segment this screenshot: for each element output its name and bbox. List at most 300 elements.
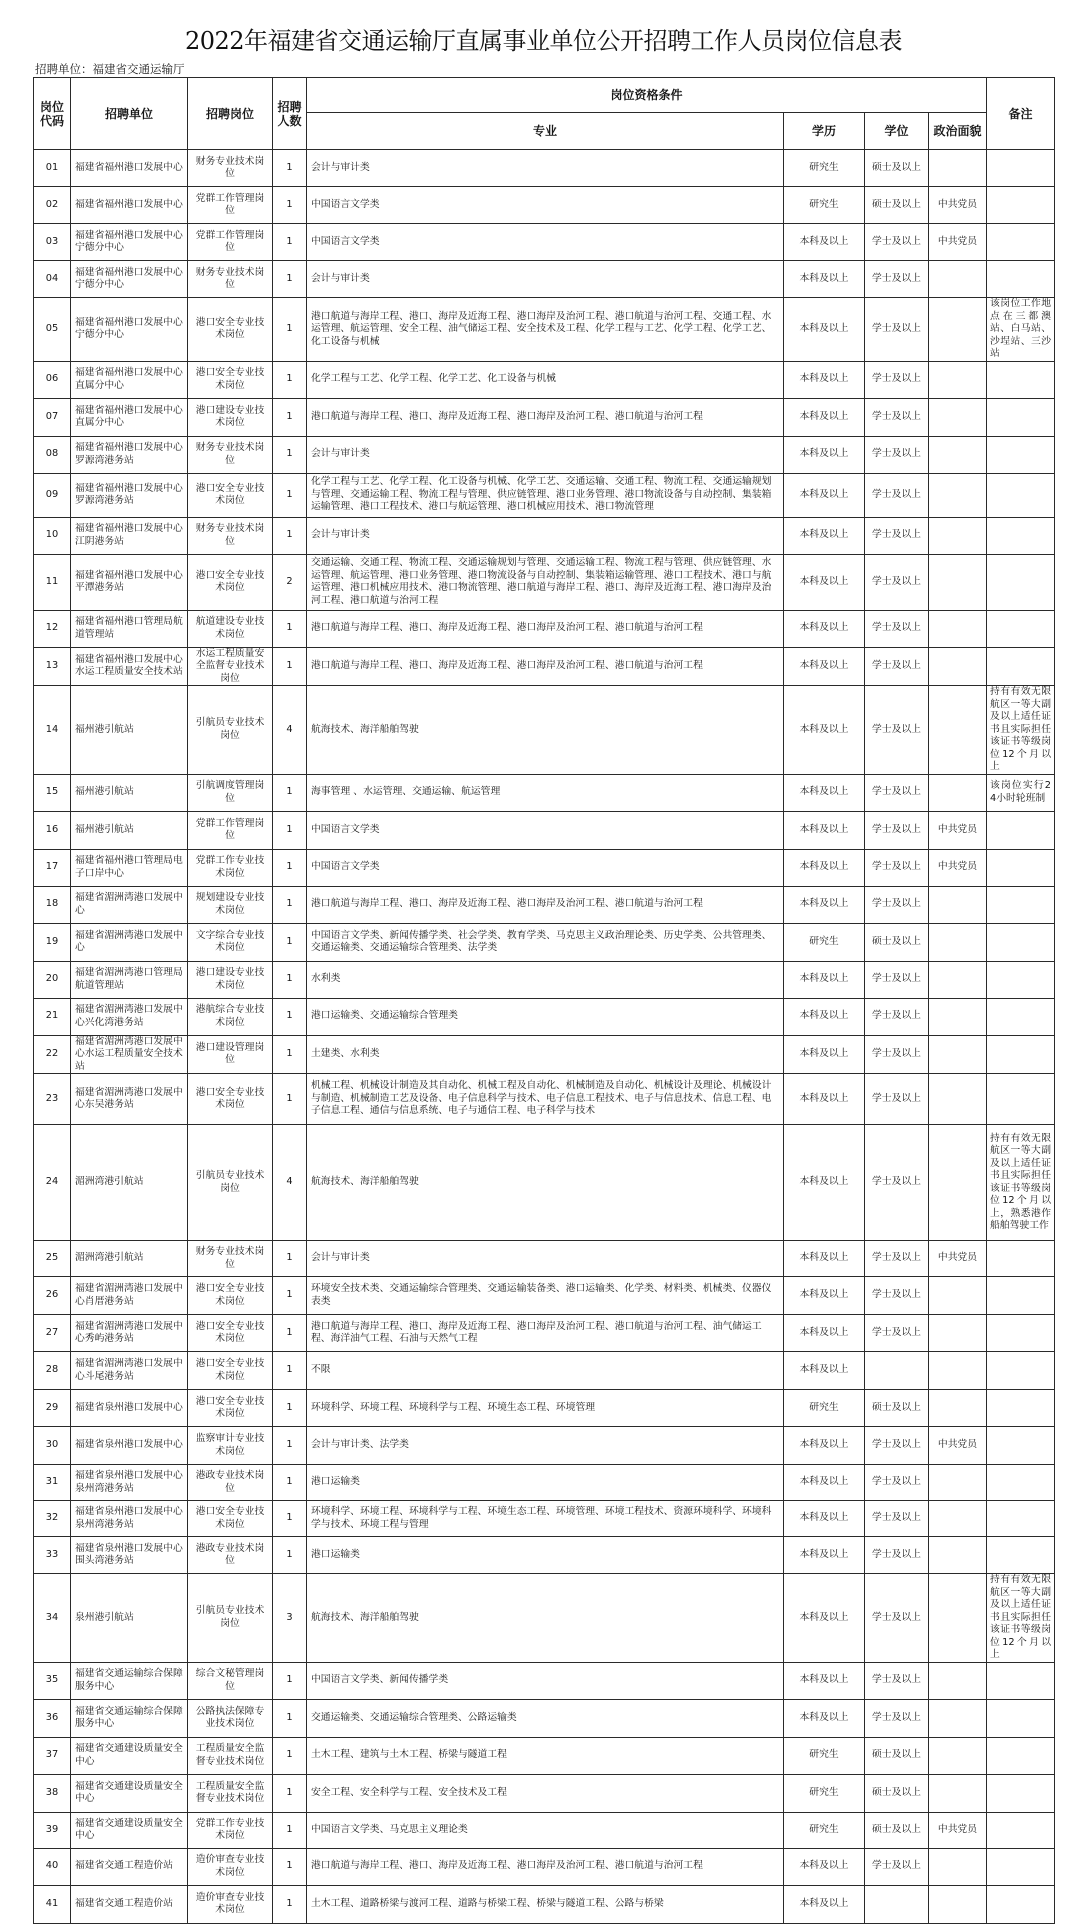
cell-major: 航海技术、海洋船舶驾驶 [307, 1574, 784, 1663]
cell-notes [987, 811, 1055, 849]
header-education: 学历 [784, 113, 865, 150]
cell-position-code: 09 [34, 473, 71, 517]
cell-position-code: 08 [34, 436, 71, 473]
cell-notes [987, 473, 1055, 517]
cell-education: 本科及以上 [784, 554, 865, 610]
cell-notes [987, 849, 1055, 886]
cell-political-status [929, 1501, 987, 1537]
cell-recruiting-unit: 福建省福州港口发展中心直属分中心 [71, 361, 188, 398]
cell-recruiting-unit: 福建省湄洲湾港口发展中心 [71, 886, 188, 923]
cell-position-code: 12 [34, 610, 71, 647]
cell-recruiting-unit: 福建省湄洲湾港口发展中心秀屿港务站 [71, 1315, 188, 1352]
cell-position-code: 04 [34, 261, 71, 298]
cell-recruiting-unit: 福建省泉州港口发展中心围头湾港务站 [71, 1537, 188, 1574]
cell-recruiting-unit: 福建省交通工程造价站 [71, 1885, 188, 1923]
cell-notes [987, 436, 1055, 473]
table-row [34, 554, 1055, 610]
cell-degree: 学士及以上 [865, 1315, 929, 1352]
cell-position-name: 党群工作管理岗位 [188, 187, 273, 224]
table-row [34, 1277, 1055, 1315]
cell-position-code: 18 [34, 886, 71, 923]
cell-education: 研究生 [784, 1737, 865, 1774]
cell-position-code: 28 [34, 1352, 71, 1390]
cell-position-name: 公路执法保障专业技术岗位 [188, 1699, 273, 1737]
cell-position-name: 港口安全专业技术岗位 [188, 1501, 273, 1537]
cell-notes [987, 1662, 1055, 1699]
cell-recruiting-unit: 福建省泉州港口发展中心泉州湾港务站 [71, 1501, 188, 1537]
cell-position-code: 31 [34, 1465, 71, 1501]
cell-political-status: 中共党员 [929, 1427, 987, 1465]
cell-major: 化学工程与工艺、化学工程、化工设备与机械、化学工艺、交通运输、交通工程、物流工程、交通运输规划与管理、交通运输工程、物流工程与管理、供应链管理、港口业务管理、港口物流设备与自动控制、集装箱运输管理、港口工程技术、港口与航运管理、港口机械应用技术、港口物流管理 [307, 473, 784, 517]
cell-degree: 学士及以上 [865, 473, 929, 517]
cell-headcount: 1 [273, 1501, 307, 1537]
cell-notes [987, 187, 1055, 224]
cell-recruiting-unit: 泉州港引航站 [71, 1574, 188, 1663]
cell-headcount: 2 [273, 554, 307, 610]
cell-position-code: 05 [34, 298, 71, 362]
table-row [34, 1848, 1055, 1885]
header-qualifications: 岗位资格条件 [307, 78, 987, 113]
cell-political-status [929, 473, 987, 517]
cell-political-status [929, 298, 987, 362]
cell-recruiting-unit: 福建省福州港口发展中心 [71, 187, 188, 224]
table-row [34, 1125, 1055, 1241]
cell-major: 港口航道与海岸工程、港口、海岸及近海工程、港口海岸及治河工程、港口航道与治河工程 [307, 647, 784, 686]
cell-headcount: 1 [273, 1390, 307, 1427]
cell-notes [987, 1277, 1055, 1315]
table-row [34, 1241, 1055, 1277]
cell-notes [987, 1501, 1055, 1537]
table-row [34, 1774, 1055, 1812]
cell-position-name: 财务专业技术岗位 [188, 150, 273, 187]
cell-notes [987, 517, 1055, 554]
cell-political-status [929, 1662, 987, 1699]
cell-education: 研究生 [784, 150, 865, 187]
cell-headcount: 4 [273, 686, 307, 775]
cell-education: 本科及以上 [784, 1074, 865, 1125]
cell-degree: 学士及以上 [865, 1662, 929, 1699]
cell-position-code: 36 [34, 1699, 71, 1737]
table-row [34, 1662, 1055, 1699]
table-row [34, 187, 1055, 224]
cell-degree: 学士及以上 [865, 647, 929, 686]
cell-position-name: 工程质量安全监督专业技术岗位 [188, 1774, 273, 1812]
cell-degree: 硕士及以上 [865, 187, 929, 224]
cell-recruiting-unit: 福建省福州港口发展中心罗源湾港务站 [71, 436, 188, 473]
table-row [34, 261, 1055, 298]
cell-notes [987, 998, 1055, 1035]
cell-notes [987, 1537, 1055, 1574]
cell-education: 本科及以上 [784, 886, 865, 923]
cell-position-code: 37 [34, 1737, 71, 1774]
cell-headcount: 1 [273, 473, 307, 517]
cell-degree: 硕士及以上 [865, 150, 929, 187]
cell-headcount: 1 [273, 1427, 307, 1465]
table-row [34, 298, 1055, 362]
cell-headcount: 1 [273, 1885, 307, 1923]
cell-major: 化学工程与工艺、化学工程、化学工艺、化工设备与机械 [307, 361, 784, 398]
cell-major: 港口航道与海岸工程、港口、海岸及近海工程、港口海岸及治河工程、港口航道与治河工程、交通工程、水运管理、航运管理、安全工程、油气储运工程、安全技术及工程、化学工程与工艺、化学工程、化学工艺、化工设备与机械 [307, 298, 784, 362]
cell-education: 研究生 [784, 1390, 865, 1427]
cell-degree: 学士及以上 [865, 774, 929, 811]
cell-recruiting-unit: 福建省湄洲湾港口发展中心东吴港务站 [71, 1074, 188, 1125]
table-row [34, 1074, 1055, 1125]
cell-position-name: 港口建设管理岗位 [188, 1035, 273, 1074]
cell-notes [987, 923, 1055, 961]
cell-position-name: 造价审查专业技术岗位 [188, 1885, 273, 1923]
cell-notes [987, 224, 1055, 261]
cell-position-name: 引航员专业技术岗位 [188, 1574, 273, 1663]
cell-position-name: 监察审计专业技术岗位 [188, 1427, 273, 1465]
cell-notes [987, 1074, 1055, 1125]
cell-recruiting-unit: 福州港引航站 [71, 686, 188, 775]
table-row [34, 1812, 1055, 1848]
cell-notes [987, 554, 1055, 610]
cell-headcount: 1 [273, 647, 307, 686]
cell-political-status [929, 647, 987, 686]
cell-major: 中国语言文学类 [307, 849, 784, 886]
cell-notes: 该岗位工作地点在三都澳站、白马站、沙埕站、三沙站 [987, 298, 1055, 362]
cell-education: 本科及以上 [784, 1885, 865, 1923]
cell-headcount: 1 [273, 811, 307, 849]
cell-major: 交通运输、交通工程、物流工程、交通运输规划与管理、交通运输工程、物流工程与管理、供应链管理、水运管理、航运管理、港口业务管理、港口物流设备与自动控制、集装箱运输管理、港口工程技术、港口与航运管理、港口机械应用技术、港口物流管理、港口航道与海岸工程、港口、海岸及近海工程、港口海岸及治河工程、港口航道与治河工程 [307, 554, 784, 610]
cell-major: 航海技术、海洋船舶驾驶 [307, 1125, 784, 1241]
cell-degree: 学士及以上 [865, 610, 929, 647]
cell-position-code: 07 [34, 398, 71, 436]
cell-position-name: 规划建设专业技术岗位 [188, 886, 273, 923]
cell-headcount: 1 [273, 1848, 307, 1885]
cell-education: 本科及以上 [784, 1125, 865, 1241]
header-degree: 学位 [865, 113, 929, 150]
cell-education: 研究生 [784, 1812, 865, 1848]
cell-education: 本科及以上 [784, 1035, 865, 1074]
cell-major: 土木工程、建筑与土木工程、桥梁与隧道工程 [307, 1737, 784, 1774]
cell-major: 会计与审计类 [307, 436, 784, 473]
cell-position-code: 35 [34, 1662, 71, 1699]
cell-political-status [929, 1074, 987, 1125]
cell-major: 安全工程、安全科学与工程、安全技术及工程 [307, 1774, 784, 1812]
cell-education: 本科及以上 [784, 1352, 865, 1390]
cell-political-status: 中共党员 [929, 849, 987, 886]
cell-recruiting-unit: 福建省福州港口管理局航道管理站 [71, 610, 188, 647]
cell-education: 本科及以上 [784, 361, 865, 398]
cell-notes [987, 1774, 1055, 1812]
cell-notes [987, 261, 1055, 298]
cell-education: 本科及以上 [784, 436, 865, 473]
cell-major: 港口运输类 [307, 1465, 784, 1501]
cell-degree: 硕士及以上 [865, 1390, 929, 1427]
cell-headcount: 1 [273, 1662, 307, 1699]
cell-education: 研究生 [784, 1774, 865, 1812]
cell-position-name: 综合文秘管理岗位 [188, 1662, 273, 1699]
cell-education: 本科及以上 [784, 1277, 865, 1315]
cell-major: 航海技术、海洋船舶驾驶 [307, 686, 784, 775]
cell-degree: 学士及以上 [865, 1537, 929, 1574]
cell-headcount: 1 [273, 261, 307, 298]
cell-headcount: 1 [273, 1465, 307, 1501]
cell-degree: 学士及以上 [865, 998, 929, 1035]
table-row [34, 1352, 1055, 1390]
cell-political-status [929, 923, 987, 961]
cell-recruiting-unit: 福建省湄洲湾港口发展中心肖厝港务站 [71, 1277, 188, 1315]
cell-headcount: 1 [273, 1352, 307, 1390]
cell-political-status [929, 1390, 987, 1427]
cell-headcount: 1 [273, 517, 307, 554]
cell-headcount: 1 [273, 1737, 307, 1774]
table-row [34, 961, 1055, 998]
cell-position-name: 财务专业技术岗位 [188, 517, 273, 554]
cell-position-name: 造价审查专业技术岗位 [188, 1848, 273, 1885]
table-header [34, 78, 1055, 150]
cell-position-code: 27 [34, 1315, 71, 1352]
table-row [34, 886, 1055, 923]
table-row [34, 1035, 1055, 1074]
cell-notes [987, 1737, 1055, 1774]
table-row [34, 811, 1055, 849]
cell-education: 本科及以上 [784, 1699, 865, 1737]
table-row [34, 1465, 1055, 1501]
table-row [34, 1699, 1055, 1737]
cell-political-status [929, 1352, 987, 1390]
cell-notes [987, 1885, 1055, 1923]
cell-position-code: 23 [34, 1074, 71, 1125]
cell-position-code: 13 [34, 647, 71, 686]
cell-notes [987, 961, 1055, 998]
cell-headcount: 1 [273, 1537, 307, 1574]
cell-headcount: 1 [273, 849, 307, 886]
cell-position-code: 10 [34, 517, 71, 554]
header-count: 招聘人数 [273, 78, 307, 150]
cell-political-status [929, 1699, 987, 1737]
cell-position-code: 40 [34, 1848, 71, 1885]
cell-degree: 学士及以上 [865, 361, 929, 398]
cell-recruiting-unit: 福建省交通工程造价站 [71, 1848, 188, 1885]
cell-position-code: 14 [34, 686, 71, 775]
cell-position-name: 财务专业技术岗位 [188, 261, 273, 298]
cell-notes [987, 1848, 1055, 1885]
cell-education: 本科及以上 [784, 224, 865, 261]
cell-position-name: 港政专业技术岗位 [188, 1537, 273, 1574]
cell-political-status [929, 961, 987, 998]
cell-position-code: 38 [34, 1774, 71, 1812]
cell-degree: 学士及以上 [865, 554, 929, 610]
cell-degree [865, 1885, 929, 1923]
cell-major: 港口航道与海岸工程、港口、海岸及近海工程、港口海岸及治河工程、港口航道与治河工程、油气储运工程、海洋油气工程、石油与天然气工程 [307, 1315, 784, 1352]
cell-major: 中国语言文学类、新闻传播学类、社会学类、教育学类、马克思主义政治理论类、历史学类、公共管理类、交通运输类、交通运输综合管理类、法学类 [307, 923, 784, 961]
cell-degree: 学士及以上 [865, 1574, 929, 1663]
table-row [34, 998, 1055, 1035]
cell-degree: 学士及以上 [865, 1074, 929, 1125]
cell-position-name: 财务专业技术岗位 [188, 436, 273, 473]
cell-headcount: 1 [273, 1035, 307, 1074]
table-row [34, 1427, 1055, 1465]
cell-position-name: 引航员专业技术岗位 [188, 686, 273, 775]
cell-recruiting-unit: 福州港引航站 [71, 774, 188, 811]
cell-notes [987, 610, 1055, 647]
cell-degree: 学士及以上 [865, 1501, 929, 1537]
cell-position-name: 航道建设专业技术岗位 [188, 610, 273, 647]
table-row [34, 1574, 1055, 1663]
cell-recruiting-unit: 福建省福州港口发展中心宁德分中心 [71, 224, 188, 261]
cell-recruiting-unit: 福建省湄洲湾港口发展中心水运工程质量安全技术站 [71, 1035, 188, 1074]
cell-degree: 学士及以上 [865, 1035, 929, 1074]
cell-degree: 学士及以上 [865, 811, 929, 849]
table-row [34, 398, 1055, 436]
cell-major: 会计与审计类 [307, 1241, 784, 1277]
cell-position-name: 港口安全专业技术岗位 [188, 1352, 273, 1390]
cell-major: 中国语言文学类、马克思主义理论类 [307, 1812, 784, 1848]
cell-degree: 硕士及以上 [865, 1812, 929, 1848]
cell-political-status [929, 886, 987, 923]
cell-headcount: 1 [273, 610, 307, 647]
cell-education: 本科及以上 [784, 774, 865, 811]
cell-position-name: 港口安全专业技术岗位 [188, 1277, 273, 1315]
cell-notes [987, 1315, 1055, 1352]
cell-education: 研究生 [784, 923, 865, 961]
cell-position-name: 港口建设专业技术岗位 [188, 961, 273, 998]
table-row [34, 473, 1055, 517]
cell-recruiting-unit: 福建省湄洲湾港口发展中心斗尾港务站 [71, 1352, 188, 1390]
cell-degree: 硕士及以上 [865, 1774, 929, 1812]
cell-political-status: 中共党员 [929, 811, 987, 849]
cell-position-name: 港口安全专业技术岗位 [188, 298, 273, 362]
cell-position-code: 24 [34, 1125, 71, 1241]
cell-notes [987, 1035, 1055, 1074]
cell-degree: 学士及以上 [865, 1465, 929, 1501]
recruiting-unit-label: 招聘单位：福建省交通运输厅 [35, 62, 185, 76]
cell-political-status [929, 361, 987, 398]
cell-position-name: 党群工作专业技术岗位 [188, 849, 273, 886]
cell-education: 本科及以上 [784, 610, 865, 647]
cell-degree: 学士及以上 [865, 961, 929, 998]
cell-major: 环境科学、环境工程、环境科学与工程、环境生态工程、环境管理 [307, 1390, 784, 1427]
cell-notes: 持有有效无限航区一等大副及以上适任证书且实际担任该证书等级岗位12个月以上 [987, 1574, 1055, 1663]
cell-position-code: 26 [34, 1277, 71, 1315]
cell-political-status [929, 261, 987, 298]
table-row [34, 1885, 1055, 1923]
header-code: 岗位代码 [34, 78, 71, 150]
cell-degree: 学士及以上 [865, 436, 929, 473]
cell-major: 港口航道与海岸工程、港口、海岸及近海工程、港口海岸及治河工程、港口航道与治河工程 [307, 398, 784, 436]
cell-headcount: 1 [273, 923, 307, 961]
cell-major: 机械工程、机械设计制造及其自动化、机械工程及自动化、机械制造及自动化、机械设计及理论、机械设计与制造、机械制造工艺及设备、电子信息科学与技术、电子信息工程技术、电子与信息技术、信息工程、电子信息工程、通信与信息系统、电子与通信工程、电子科学与技术 [307, 1074, 784, 1125]
cell-degree: 学士及以上 [865, 1277, 929, 1315]
cell-position-name: 党群工作管理岗位 [188, 811, 273, 849]
cell-headcount: 1 [273, 1774, 307, 1812]
cell-notes [987, 647, 1055, 686]
cell-notes: 持有有效无限航区一等大副及以上适任证书且实际担任该证书等级岗位12个月以上 [987, 686, 1055, 775]
cell-headcount: 4 [273, 1125, 307, 1241]
cell-major: 港口航道与海岸工程、港口、海岸及近海工程、港口海岸及治河工程、港口航道与治河工程 [307, 610, 784, 647]
header-major: 专业 [307, 113, 784, 150]
cell-degree: 学士及以上 [865, 517, 929, 554]
table-row [34, 517, 1055, 554]
table-row [34, 1737, 1055, 1774]
cell-political-status: 中共党员 [929, 187, 987, 224]
cell-recruiting-unit: 福建省福州港口管理局电子口岸中心 [71, 849, 188, 886]
cell-political-status [929, 398, 987, 436]
cell-political-status: 中共党员 [929, 1812, 987, 1848]
cell-political-status: 中共党员 [929, 1241, 987, 1277]
cell-recruiting-unit: 福建省福州港口发展中心直属分中心 [71, 398, 188, 436]
cell-education: 本科及以上 [784, 998, 865, 1035]
cell-political-status [929, 1035, 987, 1074]
cell-political-status [929, 1574, 987, 1663]
cell-degree: 学士及以上 [865, 1427, 929, 1465]
cell-headcount: 1 [273, 1074, 307, 1125]
cell-notes: 该岗位实行24小时轮班制 [987, 774, 1055, 811]
cell-political-status: 中共党员 [929, 224, 987, 261]
cell-notes [987, 1390, 1055, 1427]
cell-position-code: 29 [34, 1390, 71, 1427]
cell-recruiting-unit: 福建省福州港口发展中心水运工程质量安全技术站 [71, 647, 188, 686]
cell-position-name: 党群工作管理岗位 [188, 224, 273, 261]
cell-position-code: 22 [34, 1035, 71, 1074]
cell-degree: 硕士及以上 [865, 1737, 929, 1774]
cell-headcount: 1 [273, 961, 307, 998]
page-title: 2022年福建省交通运输厅直属事业单位公开招聘工作人员岗位信息表 [184, 27, 903, 55]
cell-position-code: 15 [34, 774, 71, 811]
cell-headcount: 1 [273, 150, 307, 187]
cell-political-status [929, 150, 987, 187]
cell-major: 中国语言文学类 [307, 224, 784, 261]
cell-position-name: 港口安全专业技术岗位 [188, 473, 273, 517]
cell-education: 本科及以上 [784, 811, 865, 849]
header-unit: 招聘单位 [71, 78, 188, 150]
cell-education: 本科及以上 [784, 298, 865, 362]
cell-position-code: 25 [34, 1241, 71, 1277]
table-body [34, 150, 1055, 1924]
cell-notes [987, 150, 1055, 187]
cell-degree: 学士及以上 [865, 686, 929, 775]
cell-recruiting-unit: 福建省湄洲湾港口发展中心 [71, 923, 188, 961]
cell-notes [987, 1241, 1055, 1277]
table-row [34, 436, 1055, 473]
cell-major: 港口航道与海岸工程、港口、海岸及近海工程、港口海岸及治河工程、港口航道与治河工程 [307, 1848, 784, 1885]
table-row [34, 1315, 1055, 1352]
cell-political-status [929, 1774, 987, 1812]
cell-political-status [929, 1277, 987, 1315]
table-row [34, 361, 1055, 398]
cell-position-name: 财务专业技术岗位 [188, 1241, 273, 1277]
cell-position-name: 港口安全专业技术岗位 [188, 361, 273, 398]
cell-position-name: 港口安全专业技术岗位 [188, 554, 273, 610]
table-row [34, 1501, 1055, 1537]
cell-recruiting-unit: 福建省泉州港口发展中心泉州湾港务站 [71, 1465, 188, 1501]
cell-recruiting-unit: 福建省交通建设质量安全中心 [71, 1774, 188, 1812]
cell-major: 港口航道与海岸工程、港口、海岸及近海工程、港口海岸及治河工程、港口航道与治河工程 [307, 886, 784, 923]
cell-education: 本科及以上 [784, 261, 865, 298]
cell-major: 土建类、水利类 [307, 1035, 784, 1074]
cell-education: 本科及以上 [784, 686, 865, 775]
cell-degree [865, 1352, 929, 1390]
cell-position-name: 引航调度管理岗位 [188, 774, 273, 811]
cell-education: 本科及以上 [784, 473, 865, 517]
cell-headcount: 1 [273, 436, 307, 473]
cell-education: 本科及以上 [784, 1501, 865, 1537]
cell-education: 本科及以上 [784, 1465, 865, 1501]
cell-degree: 学士及以上 [865, 1241, 929, 1277]
cell-education: 本科及以上 [784, 1241, 865, 1277]
cell-degree: 学士及以上 [865, 1848, 929, 1885]
cell-major: 水利类 [307, 961, 784, 998]
table-row [34, 849, 1055, 886]
cell-major: 会计与审计类 [307, 517, 784, 554]
cell-position-code: 34 [34, 1574, 71, 1663]
cell-headcount: 1 [273, 1277, 307, 1315]
cell-major: 中国语言文学类 [307, 187, 784, 224]
cell-position-name: 港口安全专业技术岗位 [188, 1315, 273, 1352]
